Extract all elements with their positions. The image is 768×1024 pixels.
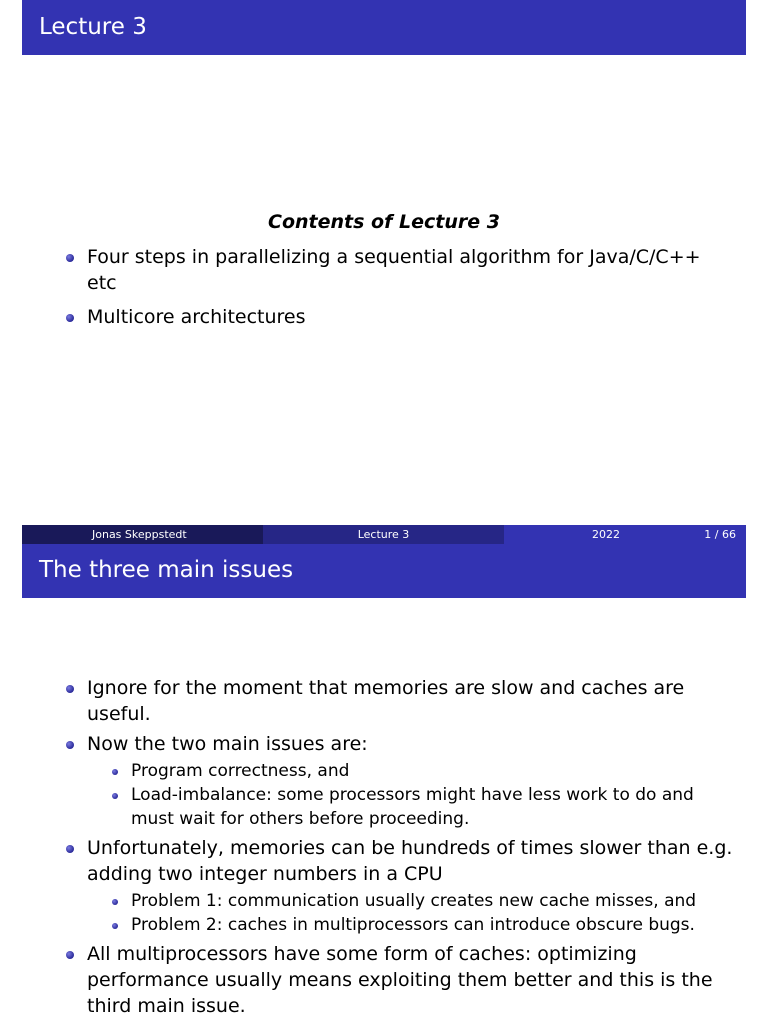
list-item <box>66 675 736 727</box>
sub-list <box>87 889 736 937</box>
slide-1 <box>22 0 746 544</box>
footer-title: Lecture 3 <box>357 528 410 541</box>
slide-2 <box>22 544 746 1024</box>
slide-title-bar <box>22 0 746 55</box>
list-item <box>66 941 736 1019</box>
contents-heading: Contents of Lecture 3 <box>268 211 500 233</box>
footer-page-number: 1 / 66 <box>704 528 736 541</box>
list-item <box>66 835 736 937</box>
footer-author: Jonas Skeppstedt <box>92 528 187 541</box>
contents-list <box>66 244 736 338</box>
sub-list <box>87 759 736 831</box>
sub-list-item: Program correctness, and <box>110 759 736 783</box>
issues-list <box>66 675 736 1023</box>
slide-footer <box>22 525 746 544</box>
slide-title: Lecture 3 <box>39 14 147 40</box>
sub-list-item: Load-imbalance: some processors might have less work to do and must wait for others before proceeding. <box>110 783 736 831</box>
footer-date: 2022 <box>592 528 620 541</box>
list-item: Multicore architectures <box>66 304 736 330</box>
footer-author-segment <box>22 525 263 544</box>
footer-title-segment <box>263 525 504 544</box>
slide-title: The three main issues <box>39 557 294 583</box>
list-item-text: Now the two main issues are: <box>87 733 368 755</box>
list-item: Four steps in parallelizing a sequential algorithm for Java/C/C++ etc <box>66 244 736 296</box>
list-item-text: All multiprocessors have some form of caches: optimizing performance usually means exploiting them better and this is the third main issue. <box>87 943 713 1017</box>
slide-title-bar <box>22 544 746 598</box>
sub-list-item: Problem 1: communication usually creates new cache misses, and <box>110 889 736 913</box>
list-item-text: Ignore for the moment that memories are slow and caches are useful. <box>87 677 685 725</box>
list-item-text: Unfortunately, memories can be hundreds of times slower than e.g. adding two integer numbers in a CPU <box>87 837 733 885</box>
footer-date-segment <box>504 525 746 544</box>
sub-list-item: Problem 2: caches in multiprocessors can introduce obscure bugs. <box>110 913 736 937</box>
list-item <box>66 731 736 831</box>
